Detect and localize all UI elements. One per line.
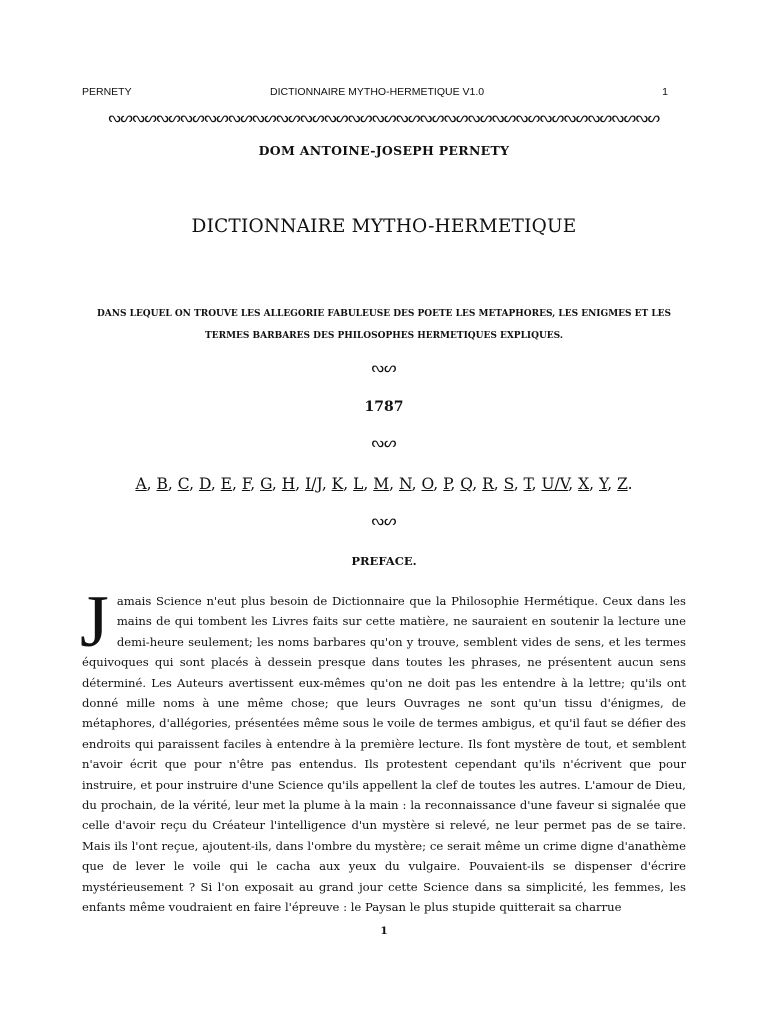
letter-link-a[interactable]: A xyxy=(135,475,147,493)
letter-link-f[interactable]: F xyxy=(241,475,251,493)
small-ornament-1: ᔓᔕ xyxy=(371,360,397,376)
letter-link-l[interactable]: L xyxy=(353,475,364,493)
small-ornament-2: ᔓᔕ xyxy=(371,435,397,451)
letter-link-b[interactable]: B xyxy=(156,475,168,493)
footer-page-number: 1 xyxy=(380,925,388,937)
letter-link-z[interactable]: Z xyxy=(617,475,628,493)
running-header xyxy=(82,86,668,100)
author-name: DOM ANTOINE-JOSEPH PERNETY xyxy=(258,143,510,158)
letter-link-s[interactable]: S xyxy=(503,475,514,493)
letter-link-t[interactable]: T xyxy=(523,475,532,493)
book-subtitle: DANS LEQUEL ON TROUVE LES ALLEGORIE FABULEUSE DES POETE LES METAPHORES, LES ENIGMES ET LES TERMES BARBARES DES PHILOSOPHES HERMETIQUES EXPLIQUES. xyxy=(96,309,672,341)
letter-link-y[interactable]: Y xyxy=(599,475,608,493)
letter-link-e[interactable]: E xyxy=(220,475,232,493)
letter-link-c[interactable]: C xyxy=(177,475,190,493)
letter-link-q[interactable]: Q xyxy=(460,475,473,493)
preface-paragraph: amais Science n'eut plus besoin de Dictionnaire que la Philosophie Hermétique. Ceux dans les mains de qui tombent les Livres faits sur cette matière, ne sauraient en soutenir la lecture une demi-heure seulement; les noms barbares qu'on y trouve, semblent vides de sens, et les termes équivoques qui sont placés à dessein presque dans toutes les phrases, ne présentent aucun sens déterminé. Les Auteurs avertissent eux-mêmes qu'on ne doit pas les entendre à la lettre; qu'ils ont donné mille noms à une même chose; que leurs Ouvrages ne sont qu'un tissu d'énigmes, de métaphores, d'allégories, présentées même sous le voile de termes ambigus, et qu'il faut se défier des endroits qui paraissent faciles à entendre à la première lecture. Ils font mystère de tout, et semblent n'avoir écrit que pour n'être pas entendus. Ils protestent cependant qu'ils n'écrivent que pour instruire, et pour instruire d'une Science qu'ils appellent la clef de toutes les autres. L'amour de Dieu, du prochain, de la vérité, leur met la plume à la main : la reconnaissance d'une faveur si signalée que celle d'avoir reçu du Créateur l'intelligence d'un mystère si relevé, ne leur permet pas de se taire. Mais ils l'ont reçue, ajoutent-ils, dans l'ombre du mystère; ce serait même un crime digne d'anathème que de lever le voile qui le cacha aux yeux du vulgaire. Pouvaient-ils se dispenser d'écrire mystérieusement ? Si l'on exposait au grand jour cette Science dans sa simplicité, les femmes, les enfants même voudraient en faire l'épreuve : le Paysan le plus stupide quitterait sa charrue xyxy=(82,594,686,915)
letter-link-g[interactable]: G xyxy=(260,475,272,493)
letter-link-m[interactable]: M xyxy=(373,475,390,493)
drop-cap: J xyxy=(80,581,109,663)
letter-link-i-j[interactable]: I/J xyxy=(305,475,322,493)
letter-link-h[interactable]: H xyxy=(281,475,296,493)
ornament-divider: ᔓᔕᔓᔕᔓᔕᔓᔕᔓᔕᔓᔕᔓᔕᔓᔕᔓᔕᔓᔕᔓᔕᔓᔕᔓᔕᔓᔕᔓᔕᔓᔕᔓᔕᔓᔕᔓᔕᔓᔕᔓᔕᔓᔕᔓᔕ xyxy=(108,110,660,126)
letter-link-x[interactable]: X xyxy=(578,475,590,493)
letter-index: A, B, C, D, E, F, G, H, I/J, K, L, M, N, O, P, Q, R, S, T, U/V, X, Y, Z. xyxy=(135,475,633,493)
header-author: PERNETY xyxy=(82,86,132,98)
header-title: DICTIONNAIRE MYTHO-HERMETIQUE V1.0 xyxy=(270,86,485,98)
small-ornament-3: ᔓᔕ xyxy=(371,513,397,529)
letter-link-k[interactable]: K xyxy=(331,475,344,493)
letter-link-u-v[interactable]: U/V xyxy=(541,475,569,493)
publication-year: 1787 xyxy=(364,399,404,415)
letter-link-r[interactable]: R xyxy=(482,475,494,493)
letter-link-p[interactable]: P xyxy=(443,475,451,493)
book-title: DICTIONNAIRE MYTHO-HERMETIQUE xyxy=(191,216,577,237)
header-page-number: 1 xyxy=(662,86,668,98)
preface-text xyxy=(80,581,686,918)
letter-link-o[interactable]: O xyxy=(421,475,434,493)
letter-link-d[interactable]: D xyxy=(198,475,211,493)
letter-link-n[interactable]: N xyxy=(399,475,412,493)
preface-heading: PREFACE. xyxy=(351,554,417,568)
